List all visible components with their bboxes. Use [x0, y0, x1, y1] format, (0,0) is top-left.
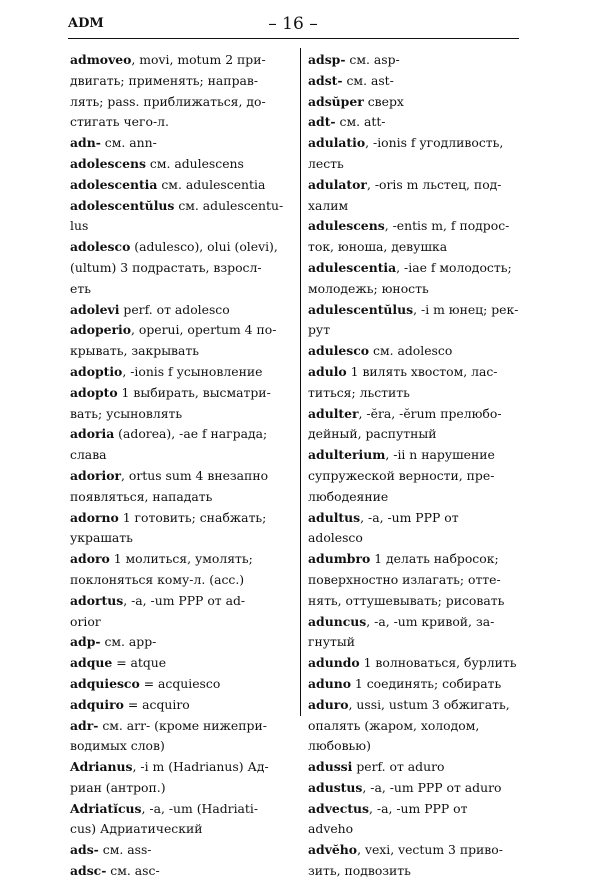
entry-gloss-line: 1 делать набросок; [370, 551, 499, 567]
entry-headword: adulterium [308, 447, 386, 463]
entry-gloss-line: дейный, распутный [308, 426, 437, 442]
entry-headword: adsp- [308, 52, 346, 67]
dictionary-entry [70, 861, 285, 882]
entry-gloss-line: , ussi, ustum 3 обжигать, [348, 696, 510, 712]
entry-headword: adoria [70, 426, 115, 442]
dictionary-entry [70, 632, 285, 653]
entry-headword: adultus [308, 509, 361, 525]
entry-headword: adortus [70, 592, 124, 608]
entry-headword: adorior [70, 467, 121, 483]
dictionary-entry [70, 653, 285, 674]
entry-gloss-line: , -a, -um PPP от [369, 800, 468, 816]
entry-gloss-line: 1 молиться, умолять; [109, 551, 253, 567]
dictionary-entry [70, 799, 285, 841]
entry-headword: adorno [70, 509, 119, 525]
entry-gloss-line: риан (антроп.) [70, 779, 166, 795]
dictionary-entry [308, 653, 522, 674]
entry-gloss-line: появляться, нападать [70, 488, 213, 504]
entry-gloss-line: = atque [112, 655, 167, 671]
entry-gloss-line: adolesco [308, 530, 363, 546]
entry-headword: adulator [308, 176, 367, 192]
entry-headword: adque [70, 655, 113, 671]
entry-headword: adolescentia [70, 176, 158, 192]
entry-headword: aduno [308, 675, 351, 691]
entry-headword: adolescentŭlus [70, 197, 175, 213]
entry-headword: adulescens [308, 218, 385, 234]
entry-gloss-line: orior [70, 613, 101, 629]
dictionary-entry [308, 549, 522, 611]
dictionary-entry [308, 258, 522, 300]
entry-gloss-line: любовью) [308, 738, 371, 754]
dictionary-entry [70, 695, 285, 716]
dictionary-entry [70, 320, 285, 362]
dictionary-entry [70, 716, 285, 758]
entry-headword: adolevi [70, 301, 120, 317]
entry-gloss-line: украшать [70, 530, 133, 546]
dictionary-entry [308, 362, 522, 404]
entry-gloss-line: 1 вилять хвостом, лас- [346, 363, 498, 379]
entry-gloss-line: , -ionis f усыновление [122, 363, 263, 379]
dictionary-entry [308, 216, 522, 258]
entry-gloss-line: (adulesco), olui (olevi), [130, 239, 278, 255]
entry-headword: adn- [70, 135, 101, 151]
entry-headword: aduncus [308, 613, 367, 629]
entry-gloss-line: , vexi, vectum 3 приво- [357, 842, 503, 858]
dictionary-entry [70, 508, 285, 550]
entry-gloss-line: , -ionis f угодливость, [365, 135, 504, 151]
right-column [308, 50, 522, 882]
page-number: – 16 – [268, 14, 318, 34]
page-header [68, 14, 518, 38]
entry-gloss-line: , -iae f молодость; [396, 259, 512, 275]
entry-gloss-line: lus [70, 218, 89, 234]
entry-gloss-line: (adorea), -ae f награда; [114, 426, 268, 442]
entry-headword: adustus [308, 779, 363, 795]
entry-gloss-line: = acquiro [123, 696, 190, 712]
entry-gloss-line: см. asp- [345, 52, 400, 67]
entry-gloss-line: , operui, opertum 4 по- [131, 322, 277, 338]
entry-gloss-line: молодежь; юность [308, 280, 429, 296]
entry-headword: ads- [70, 842, 99, 858]
dictionary-entry [70, 466, 285, 508]
column-divider [300, 48, 301, 716]
dictionary-entry [70, 757, 285, 799]
entry-headword: Adrianus [70, 759, 133, 775]
entry-headword: advectus [308, 800, 370, 816]
entry-headword: adussi [308, 759, 353, 775]
entry-gloss-line: лесть [308, 155, 344, 171]
entry-gloss-line: , -a, -um PPP от ad- [123, 592, 246, 608]
entry-gloss-line: любодеяние [308, 488, 389, 504]
entry-gloss-line: , -a, -um кривой, за- [366, 613, 495, 629]
entry-gloss-line: двигать; применять; направ- [70, 72, 259, 88]
entry-gloss-line: поклоняться кому-л. (acc.) [70, 571, 245, 587]
entry-headword: adulter [308, 405, 359, 421]
entry-headword: aduro [308, 696, 349, 712]
entry-gloss-line: ток, юноша, девушка [308, 239, 448, 255]
entry-gloss-line: = acquiesco [139, 675, 221, 691]
dictionary-entry [308, 695, 522, 757]
entry-gloss-line: сверх [363, 93, 404, 109]
dictionary-entry [308, 300, 522, 342]
entry-gloss-line: стигать чего-л. [70, 114, 169, 130]
entry-headword: admoveo [70, 52, 132, 67]
entry-gloss-line: perf. от adolesco [119, 301, 230, 317]
entry-gloss-line: поверхностно излагать; отте- [308, 571, 501, 587]
entry-gloss-line: см. ast- [342, 72, 394, 88]
entry-gloss-line: титься; льстить [308, 384, 410, 400]
entry-gloss-line: см. adulescentu- [174, 197, 284, 213]
entry-gloss-line: 1 соединять; собирать [350, 675, 502, 691]
dictionary-entry [308, 133, 522, 175]
dictionary-entry [308, 175, 522, 217]
entry-headword: adp- [70, 634, 101, 650]
entry-headword: adulesco [308, 343, 370, 359]
dictionary-entry [308, 92, 522, 113]
dictionary-entry [70, 154, 285, 175]
dictionary-entry [70, 300, 285, 321]
entry-gloss-line: еть [70, 280, 91, 296]
entry-gloss-line: , ortus sum 4 внезапно [120, 467, 269, 483]
entry-gloss-line: , -entis m, f подрос- [384, 218, 510, 234]
entry-headword: adulatio [308, 135, 366, 151]
dictionary-entry [70, 362, 285, 383]
entry-gloss-line: халим [308, 197, 349, 213]
dictionary-entry [70, 175, 285, 196]
entry-headword: adoptio [70, 363, 123, 379]
entry-gloss-line: , -i m юнец; рек- [413, 301, 519, 317]
dictionary-entry [70, 840, 285, 861]
entry-gloss-line: см. asc- [106, 863, 160, 879]
dictionary-entry [70, 196, 285, 238]
entry-gloss-line: гнутый [308, 634, 356, 650]
dictionary-entry [308, 778, 522, 799]
entry-headword: adquiro [70, 696, 124, 712]
entry-headword: Adriatĭcus [70, 800, 142, 816]
dictionary-entry [308, 341, 522, 362]
entry-gloss-line: см. arr- (кроме нижепри- [98, 717, 267, 733]
dictionary-entry [308, 71, 522, 92]
dictionary-entry [308, 840, 522, 882]
dictionary-entry [308, 612, 522, 654]
entry-gloss-line: опалять (жаром, холодом, [308, 717, 480, 733]
entry-headword: adulescentŭlus [308, 301, 414, 317]
entry-headword: adolescens [70, 155, 146, 171]
dictionary-entry [70, 424, 285, 466]
entry-headword: adr- [70, 717, 99, 733]
entry-headword: adsc- [70, 863, 107, 879]
entry-gloss-line: см. ass- [98, 842, 152, 858]
entry-gloss-line: нять, оттушевывать; рисовать [308, 592, 505, 608]
entry-gloss-line: зить, подвозить [308, 863, 411, 879]
entry-gloss-line: см. att- [335, 114, 386, 130]
entry-gloss-line: , -a, -um PPP от aduro [362, 779, 502, 795]
entry-gloss-line: cus) Адриатический [70, 821, 203, 837]
dictionary-entry [308, 508, 522, 550]
entry-headword: adquiesco [70, 675, 140, 691]
dictionary-entry [308, 445, 522, 507]
dictionary-entry [70, 133, 285, 154]
dictionary-entry [308, 757, 522, 778]
entry-headword: adulescentia [308, 259, 397, 275]
entry-gloss-line: adveho [308, 821, 354, 837]
entry-gloss-line: , -a, -um (Hadriati- [141, 800, 259, 816]
dictionary-entry [70, 383, 285, 425]
entry-gloss-line: 1 выбирать, высматри- [117, 384, 271, 400]
running-head: ADM [68, 16, 104, 31]
dictionary-entry [70, 549, 285, 591]
dictionary-entry [308, 799, 522, 841]
entry-gloss-line: , -oris m льстец, под- [366, 176, 502, 192]
entry-gloss-line: слава [70, 447, 107, 463]
dictionary-entry [308, 50, 522, 71]
dictionary-entry [308, 674, 522, 695]
entry-headword: advĕho [308, 842, 358, 858]
entry-gloss-line: , movi, motum 2 при- [131, 52, 266, 67]
dictionary-entry [308, 404, 522, 446]
entry-gloss-line: 1 волноваться, бурлить [359, 655, 517, 671]
entry-gloss-line: , -i m (Hadrianus) Ад- [132, 759, 269, 775]
entry-gloss-line: см. adulescentia [157, 176, 266, 192]
entry-headword: adumbro [308, 551, 371, 567]
dictionary-entry [70, 674, 285, 695]
entry-gloss-line: , -ĕra, -ĕrum прелюбо- [358, 405, 502, 421]
entry-gloss-line: рут [308, 322, 331, 338]
dictionary-entry [308, 112, 522, 133]
entry-gloss-line: см. adulescens [145, 155, 244, 171]
entry-gloss-line: супружеской верности, пре- [308, 467, 495, 483]
entry-gloss-line: вать; усыновлять [70, 405, 183, 421]
dictionary-entry [70, 50, 285, 133]
entry-headword: adolesco [70, 239, 131, 255]
entry-gloss-line: лять; pass. приближаться, до- [70, 93, 266, 109]
dictionary-entry [70, 237, 285, 299]
entry-gloss-line: 1 готовить; снабжать; [118, 509, 267, 525]
entry-headword: adopto [70, 384, 118, 400]
entry-headword: adundo [308, 655, 360, 671]
entry-gloss-line: крывать, закрывать [70, 343, 200, 359]
entry-headword: adoro [70, 551, 110, 567]
entry-gloss-line: , -a, -um PPP от [360, 509, 459, 525]
entry-headword: adt- [308, 114, 336, 130]
entry-gloss-line: водимых слов) [70, 738, 165, 754]
entry-gloss-line: см. app- [100, 634, 157, 650]
entry-headword: adsŭper [308, 93, 364, 109]
entry-headword: adulo [308, 363, 347, 379]
entry-gloss-line: см. ann- [100, 135, 157, 151]
dictionary-entry [70, 591, 285, 633]
entry-gloss-line: , -ii n нарушение [385, 447, 495, 463]
entry-headword: adoperio [70, 322, 132, 338]
left-column [70, 50, 285, 882]
entry-gloss-line: см. adolesco [369, 343, 453, 359]
entry-gloss-line: (ultum) 3 подрастать, взросл- [70, 259, 262, 275]
entry-headword: adst- [308, 72, 343, 88]
entry-gloss-line: perf. от aduro [352, 759, 445, 775]
header-rule [68, 38, 519, 39]
